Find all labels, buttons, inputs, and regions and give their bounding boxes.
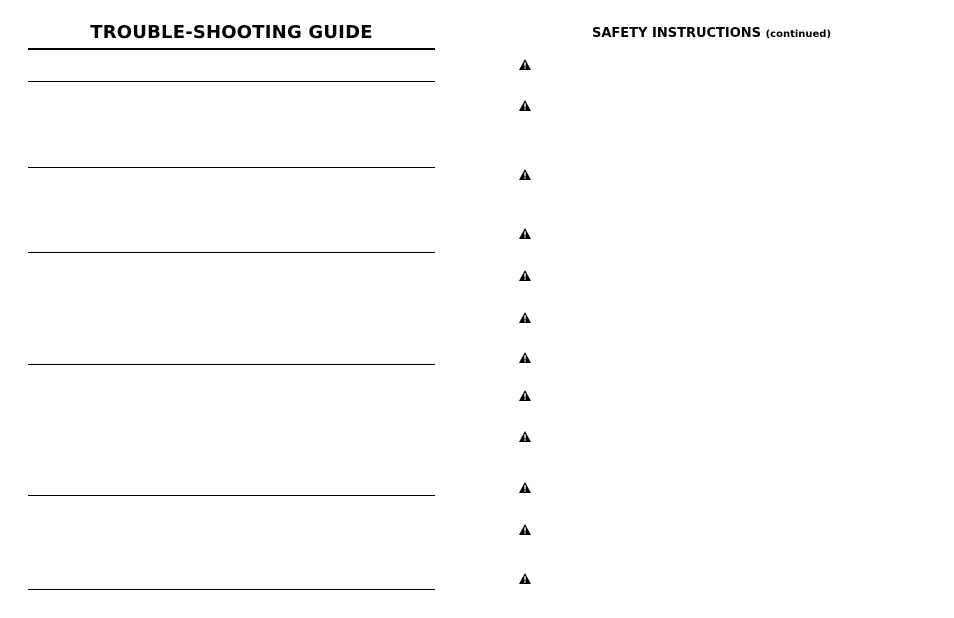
warning-triangle-icon: [519, 390, 531, 401]
section-divider: [28, 167, 435, 168]
section-title-text: SAFETY INSTRUCTIONS: [592, 26, 762, 41]
section-divider: [28, 495, 435, 496]
warning-triangle-icon: [519, 573, 531, 584]
section-divider: [28, 81, 435, 82]
warning-triangle-icon: [519, 270, 531, 281]
warning-triangle-icon: [519, 100, 531, 111]
warning-triangle-icon: [519, 524, 531, 535]
warning-triangle-icon: [519, 228, 531, 239]
warning-triangle-icon: [519, 169, 531, 180]
warning-triangle-icon: [519, 312, 531, 323]
section-title-suffix: (continued): [765, 29, 832, 40]
warning-triangle-icon: [519, 482, 531, 493]
section-divider: [28, 589, 435, 590]
section-divider: [28, 364, 435, 365]
section-title: [592, 26, 831, 41]
page-title: TROUBLE-SHOOTING GUIDE: [90, 22, 373, 43]
warning-triangle-icon: [519, 352, 531, 363]
section-divider: [28, 252, 435, 253]
title-rule: [28, 48, 435, 50]
warning-triangle-icon: [519, 431, 531, 442]
warning-triangle-icon: [519, 59, 531, 70]
